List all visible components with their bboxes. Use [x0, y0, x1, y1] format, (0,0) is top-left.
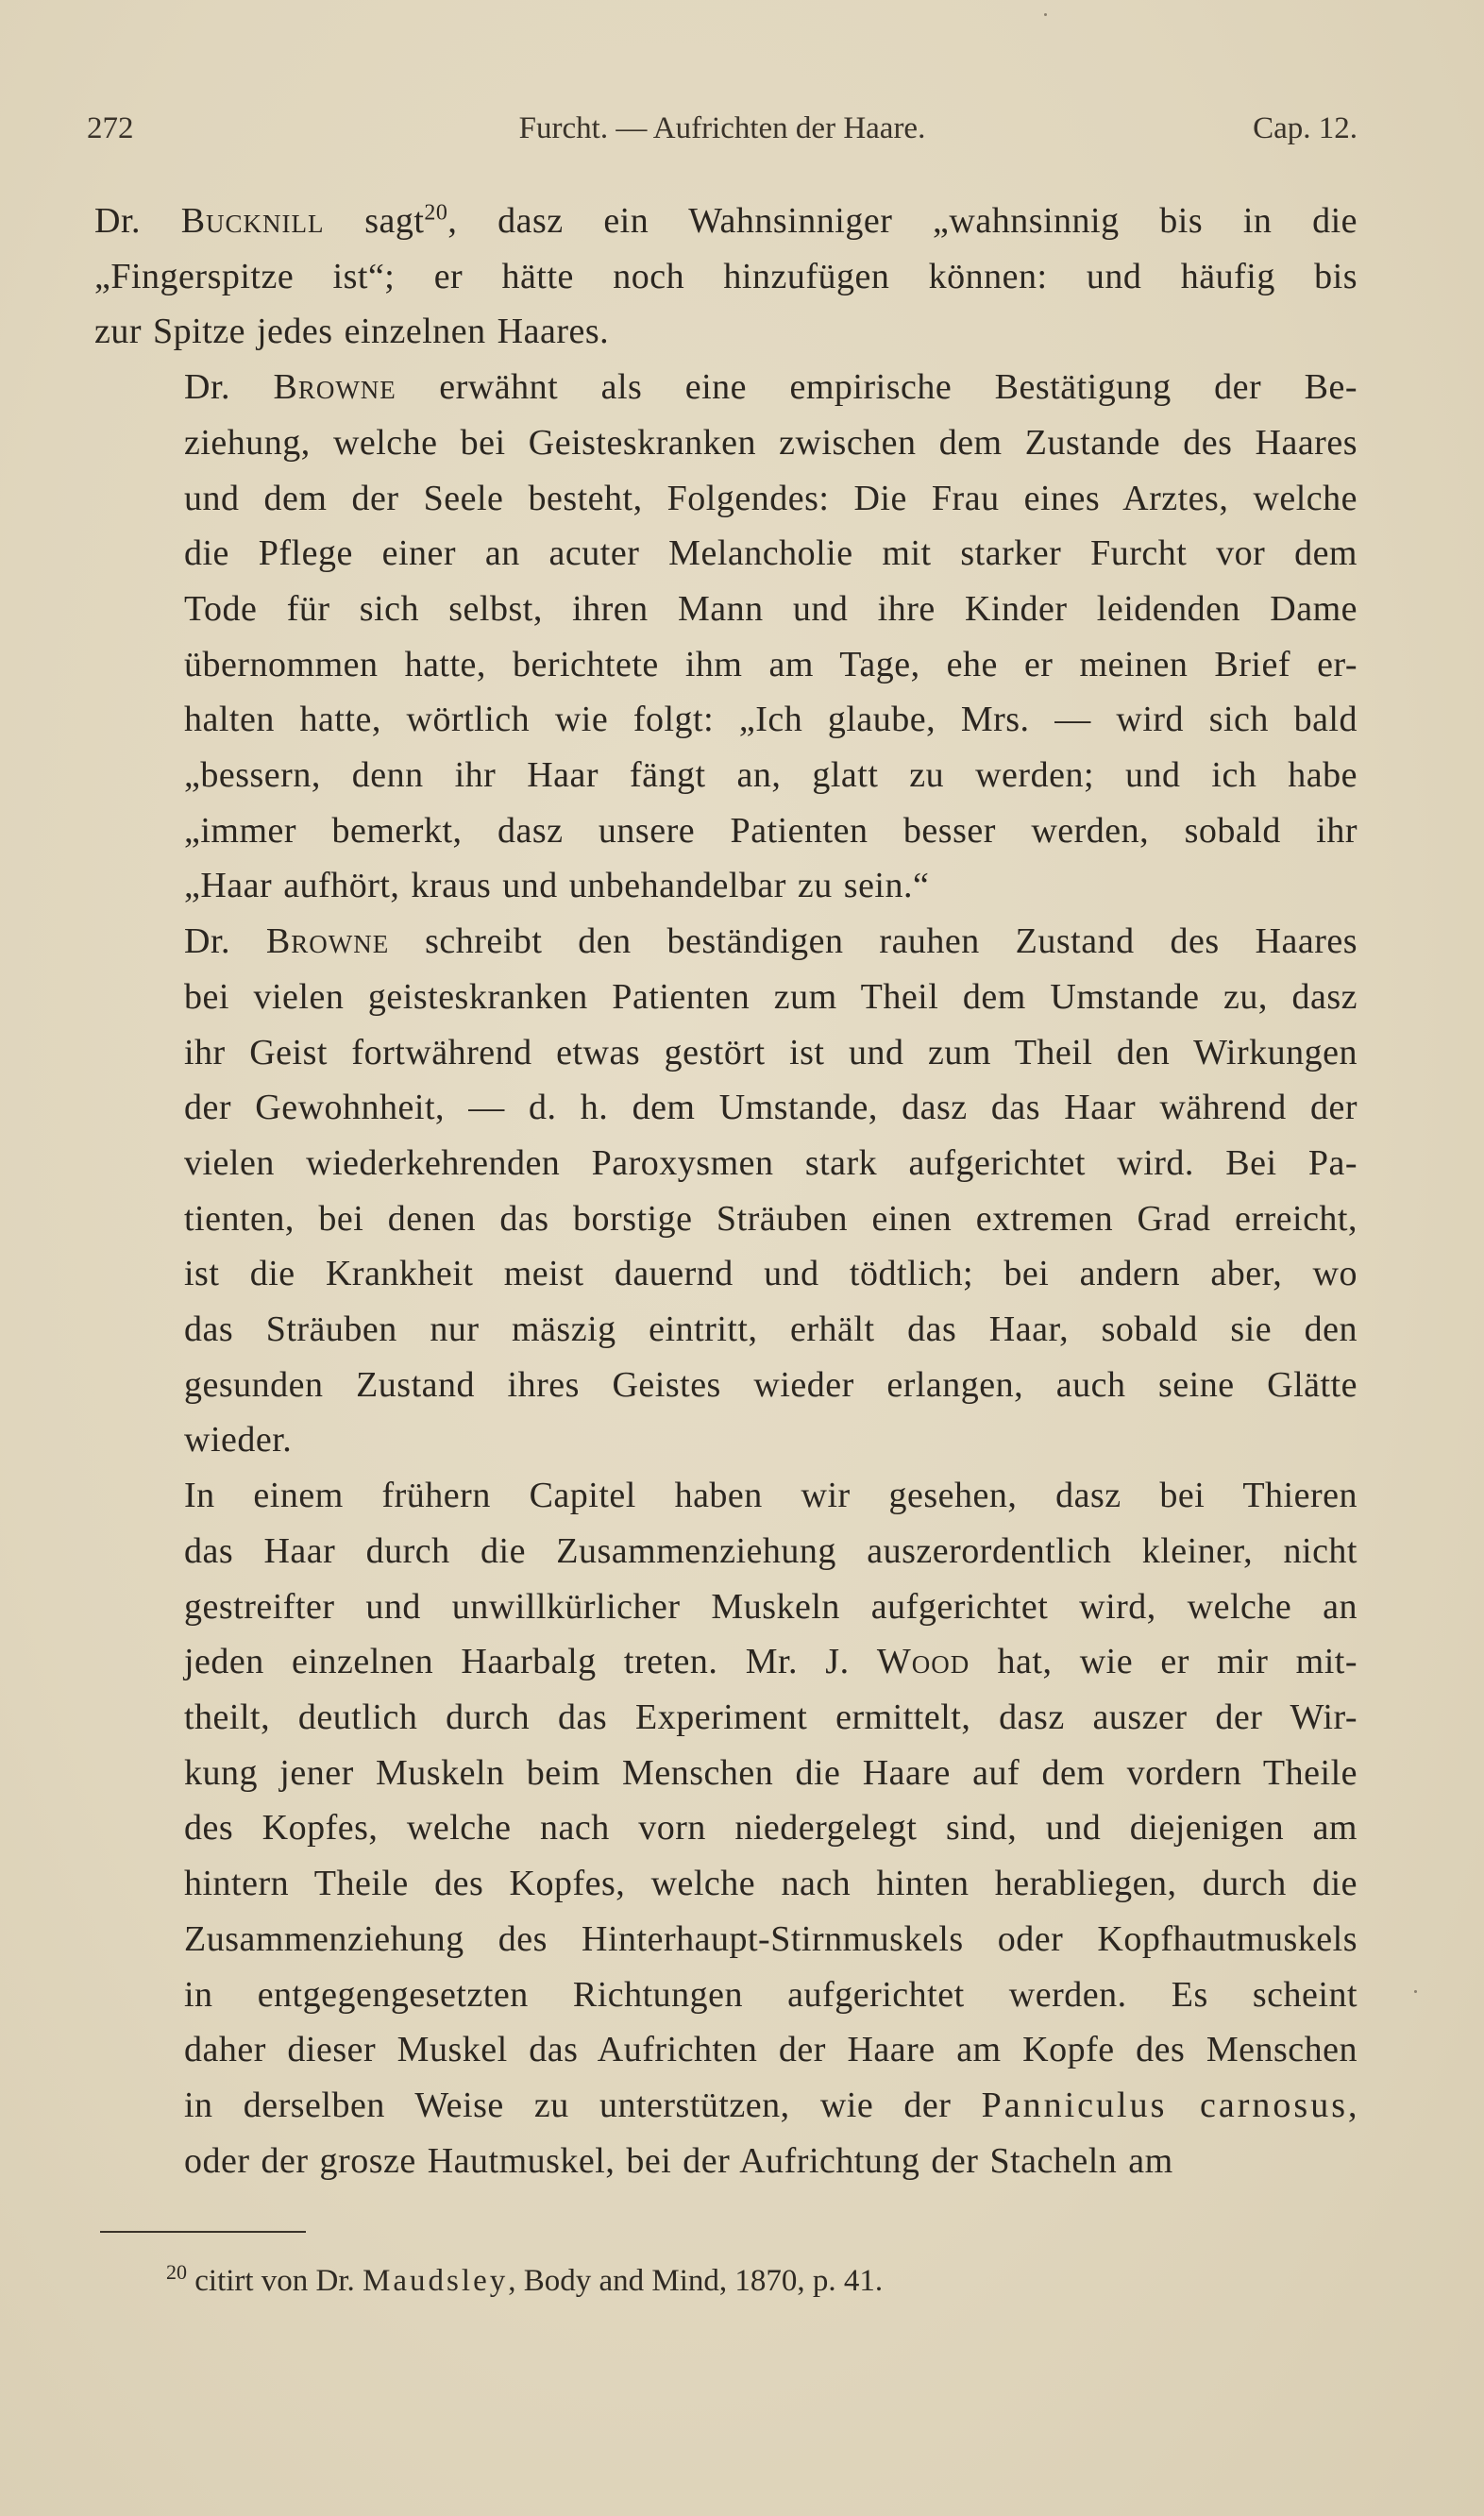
text-line	[94, 1302, 1358, 1358]
text-line	[94, 249, 1358, 305]
line-text: gesunden Zustand ihres Geistes wieder erlangen, auch seine Glätte	[184, 1364, 1358, 1405]
text-line	[94, 304, 1358, 360]
text-line	[94, 1468, 1358, 1524]
line-text: hintern Theile des Kopfes, welche nach hinten herabliegen, durch die	[184, 1864, 1358, 1904]
running-title: Furcht. — Aufrichten der Haare.	[518, 111, 926, 145]
line-text: und dem der Seele besteht, Folgendes: Die Frau eines Arztes, welche	[184, 478, 1358, 518]
line-text: Dr.	[184, 367, 274, 408]
line-text: ist die Krankheit meist dauernd und tödtlich; bei andern aber, wo	[184, 1254, 1358, 1294]
text-line	[94, 803, 1358, 859]
line-text: erwähnt als eine empirische Bestätigung der Be-	[396, 367, 1358, 408]
text-line	[94, 1967, 1358, 2023]
line-text: In einem frühern Capitel haben wir gesehen, dasz bei Thieren	[184, 1476, 1358, 1516]
line-text: ,	[1348, 2085, 1358, 2125]
line-text: schreibt den beständigen rauhen Zustand des Haares	[389, 921, 1358, 962]
text-line	[94, 748, 1358, 803]
line-text: bei vielen geisteskranken Patienten zum Theil dem Umstande zu, dasz	[184, 976, 1358, 1017]
line-text: Dr.	[184, 921, 266, 962]
latin-term: Panniculus carnosus	[981, 2085, 1349, 2125]
text-line	[94, 1412, 1358, 1468]
footnote-text-post: , Body and Mind, 1870, p. 41.	[508, 2264, 884, 2298]
line-text: kung jener Muskeln beim Menschen die Haare auf dem vordern Theile	[184, 1752, 1358, 1793]
text-line	[94, 1856, 1358, 1912]
text-line	[94, 2134, 1358, 2189]
text-line	[94, 1136, 1358, 1191]
line-text: oder der grosze Hautmuskel, bei der Aufrichtung der Stacheln am	[184, 2140, 1173, 2181]
text-line	[94, 2078, 1358, 2134]
running-header	[87, 111, 1358, 159]
footnote-marker: 20	[166, 2260, 187, 2284]
line-text: halten hatte, wörtlich wie folgt: „Ich glaube, Mrs. — wird sich bald	[184, 700, 1358, 740]
text-line	[94, 2022, 1358, 2078]
line-text: Tode für sich selbst, ihren Mann und ihre Kinder leidenden Dame	[184, 588, 1358, 629]
text-line	[94, 914, 1358, 970]
body-text	[94, 194, 1358, 2188]
page-number: 272	[87, 111, 134, 145]
text-line	[94, 194, 1358, 249]
line-text: zur Spitze jedes einzelnen Haares.	[94, 312, 610, 352]
line-text: wieder.	[184, 1420, 293, 1461]
text-line	[94, 858, 1358, 914]
text-line	[94, 415, 1358, 471]
line-text: hat, wie er mir mit-	[970, 1642, 1358, 1682]
footnote-author: Maudsley	[363, 2264, 509, 2298]
line-text: in entgegengesetzten Richtungen aufgerichtet werden. Es scheint	[184, 1974, 1358, 2015]
line-text: vielen wiederkehrenden Paroxysmen stark aufgerichtet wird. Bei Pa-	[184, 1142, 1358, 1183]
text-line	[94, 1246, 1358, 1302]
person-name: Wood	[876, 1642, 970, 1682]
line-text: in derselben Weise zu unterstützen, wie der	[184, 2085, 982, 2125]
text-line	[94, 1191, 1358, 1247]
line-text: der Gewohnheit, — d. h. dem Umstande, dasz das Haar während der	[184, 1088, 1358, 1128]
line-text: Zusammenziehung des Hinterhaupt-Stirnmuskels oder Kopfhautmuskels	[184, 1918, 1358, 1959]
text-line	[94, 526, 1358, 582]
footnote-ref: 20	[424, 200, 448, 226]
line-text: übernommen hatte, berichtete ihm am Tage, ehe er meinen Brief er-	[184, 644, 1358, 684]
text-line	[94, 1800, 1358, 1856]
text-line	[94, 970, 1358, 1025]
person-name: Browne	[265, 921, 390, 962]
line-text: „Fingerspitze ist“; er hätte noch hinzufügen können: und häufig bis	[94, 256, 1358, 296]
line-text: gestreifter und unwillkürlicher Muskeln aufgerichtet wird, welche an	[184, 1586, 1358, 1627]
text-line	[94, 1912, 1358, 1967]
line-text: Dr.	[94, 201, 181, 241]
footnote-text-pre: citirt von Dr.	[187, 2264, 363, 2298]
text-line	[94, 1358, 1358, 1413]
line-text: „Haar aufhört, kraus und unbehandelbar zu sein.“	[184, 866, 930, 906]
paper-speck	[1414, 1990, 1417, 1993]
text-line	[94, 1579, 1358, 1635]
line-text: die Pflege einer an acuter Melancholie mit starker Furcht vor dem	[184, 533, 1358, 574]
text-line	[94, 360, 1358, 415]
text-line	[94, 1746, 1358, 1801]
line-text: ihr Geist fortwährend etwas gestört ist und zum Theil den Wirkungen	[184, 1032, 1358, 1072]
chapter-label: Cap. 12.	[1253, 111, 1358, 145]
line-text: des Kopfes, welche nach vorn niedergelegt sind, und diejenigen am	[184, 1808, 1358, 1849]
paragraph	[94, 914, 1358, 1468]
paragraph	[94, 1468, 1358, 2188]
text-line	[94, 1690, 1358, 1746]
footnote	[166, 2260, 1299, 2299]
line-text: das Sträuben nur mäszig eintritt, erhält das Haar, sobald sie den	[184, 1309, 1358, 1350]
line-text: „bessern, denn ihr Haar fängt an, glatt zu werden; und ich habe	[184, 755, 1358, 796]
line-text: tienten, bei denen das borstige Sträuben einen extremen Grad erreicht,	[184, 1198, 1358, 1239]
person-name: Bucknill	[180, 201, 325, 241]
line-text: jeden einzelnen Haarbalg treten. Mr. J.	[184, 1642, 877, 1682]
person-name: Browne	[273, 367, 396, 408]
line-text: daher dieser Muskel das Aufrichten der Haare am Kopfe des Menschen	[184, 2030, 1358, 2070]
line-text: ziehung, welche bei Geisteskranken zwischen dem Zustande des Haares	[184, 422, 1358, 463]
line-text: „immer bemerkt, dasz unsere Patienten besser werden, sobald ihr	[184, 810, 1358, 851]
text-line	[94, 1524, 1358, 1579]
paragraph	[94, 194, 1358, 360]
line-text: theilt, deutlich durch das Experiment ermittelt, dasz auszer der Wir-	[184, 1697, 1358, 1737]
text-line	[94, 637, 1358, 693]
text-line	[94, 692, 1358, 748]
line-text: das Haar durch die Zusammenziehung auszerordentlich kleiner, nicht	[184, 1530, 1358, 1571]
text-line	[94, 1025, 1358, 1081]
footnote-rule	[100, 2231, 306, 2233]
paragraph	[94, 360, 1358, 914]
text-line	[94, 471, 1358, 527]
paper-speck	[1044, 13, 1047, 16]
line-text: , dasz ein Wahnsinniger „wahnsinnig bis in die	[447, 201, 1358, 241]
text-line	[94, 1634, 1358, 1690]
text-line	[94, 1080, 1358, 1136]
line-text: sagt	[324, 201, 425, 241]
text-line	[94, 582, 1358, 637]
